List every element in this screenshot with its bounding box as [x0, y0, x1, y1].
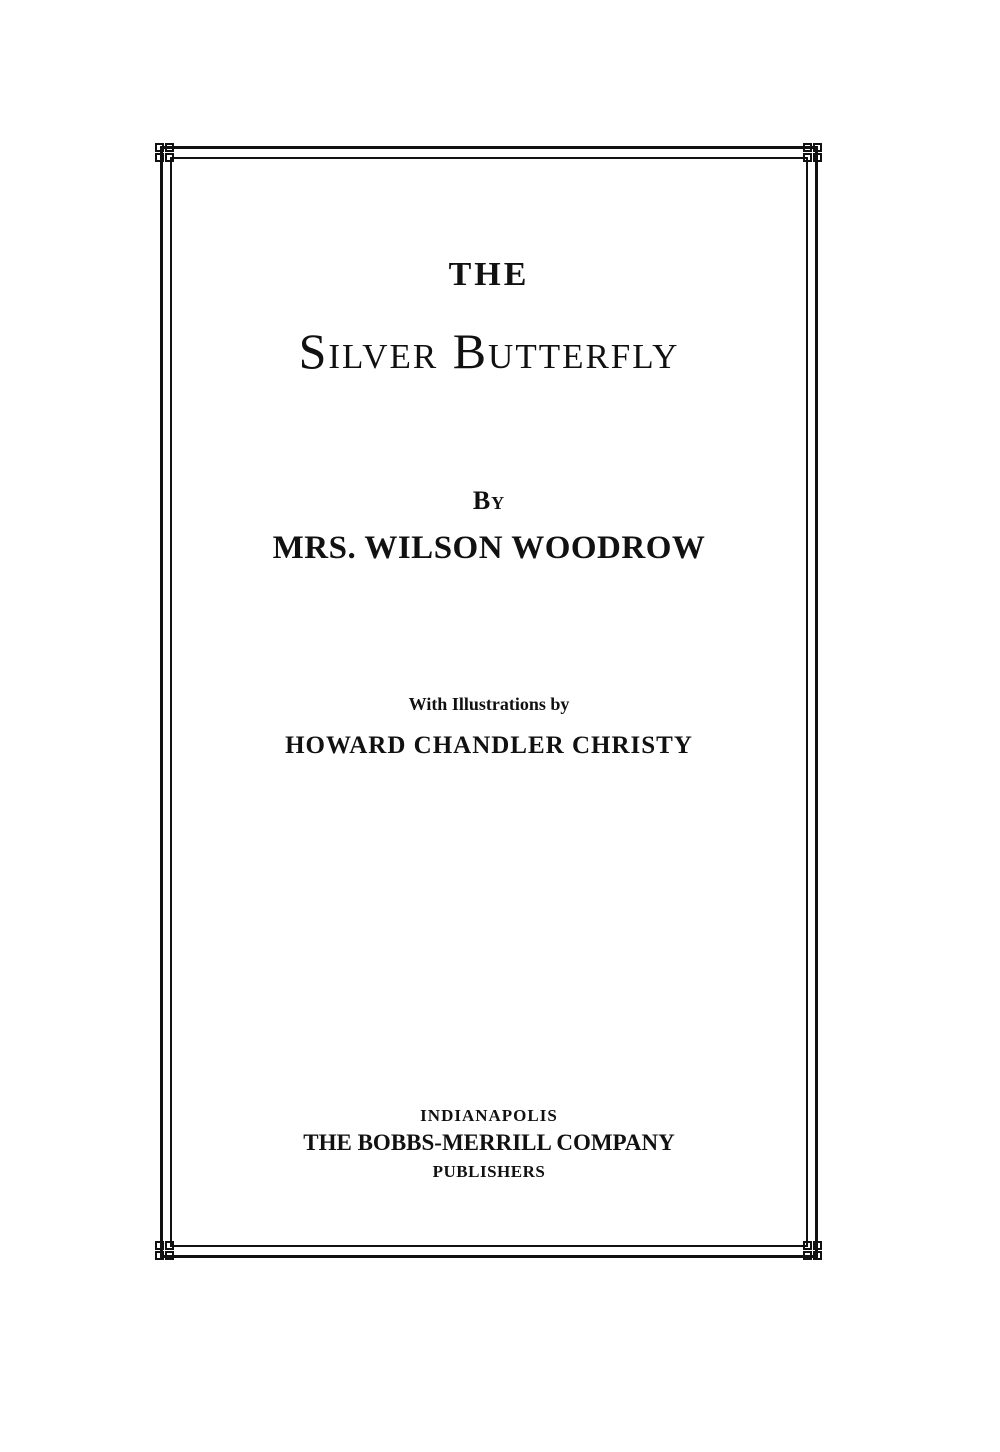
illustrator-name: HOWARD CHANDLER CHRISTY: [285, 732, 693, 759]
author-name: MRS. WILSON WOODROW: [272, 530, 706, 566]
corner-ornament-icon: [154, 1240, 176, 1262]
corner-ornament-icon: [802, 1240, 824, 1262]
title-article: THE: [448, 256, 530, 293]
corner-ornament-icon: [154, 142, 176, 164]
publisher-name: THE BOBBS-MERRILL COMPANY: [303, 1130, 675, 1155]
publisher-city: INDIANAPOLIS: [420, 1106, 558, 1125]
publishers-label: PUBLISHERS: [432, 1162, 546, 1181]
byline-label: By: [472, 486, 506, 515]
corner-ornament-icon: [802, 142, 824, 164]
book-title: Silver Butterfly: [298, 323, 680, 379]
illustrations-credit-label: With Illustrations by: [408, 694, 570, 714]
